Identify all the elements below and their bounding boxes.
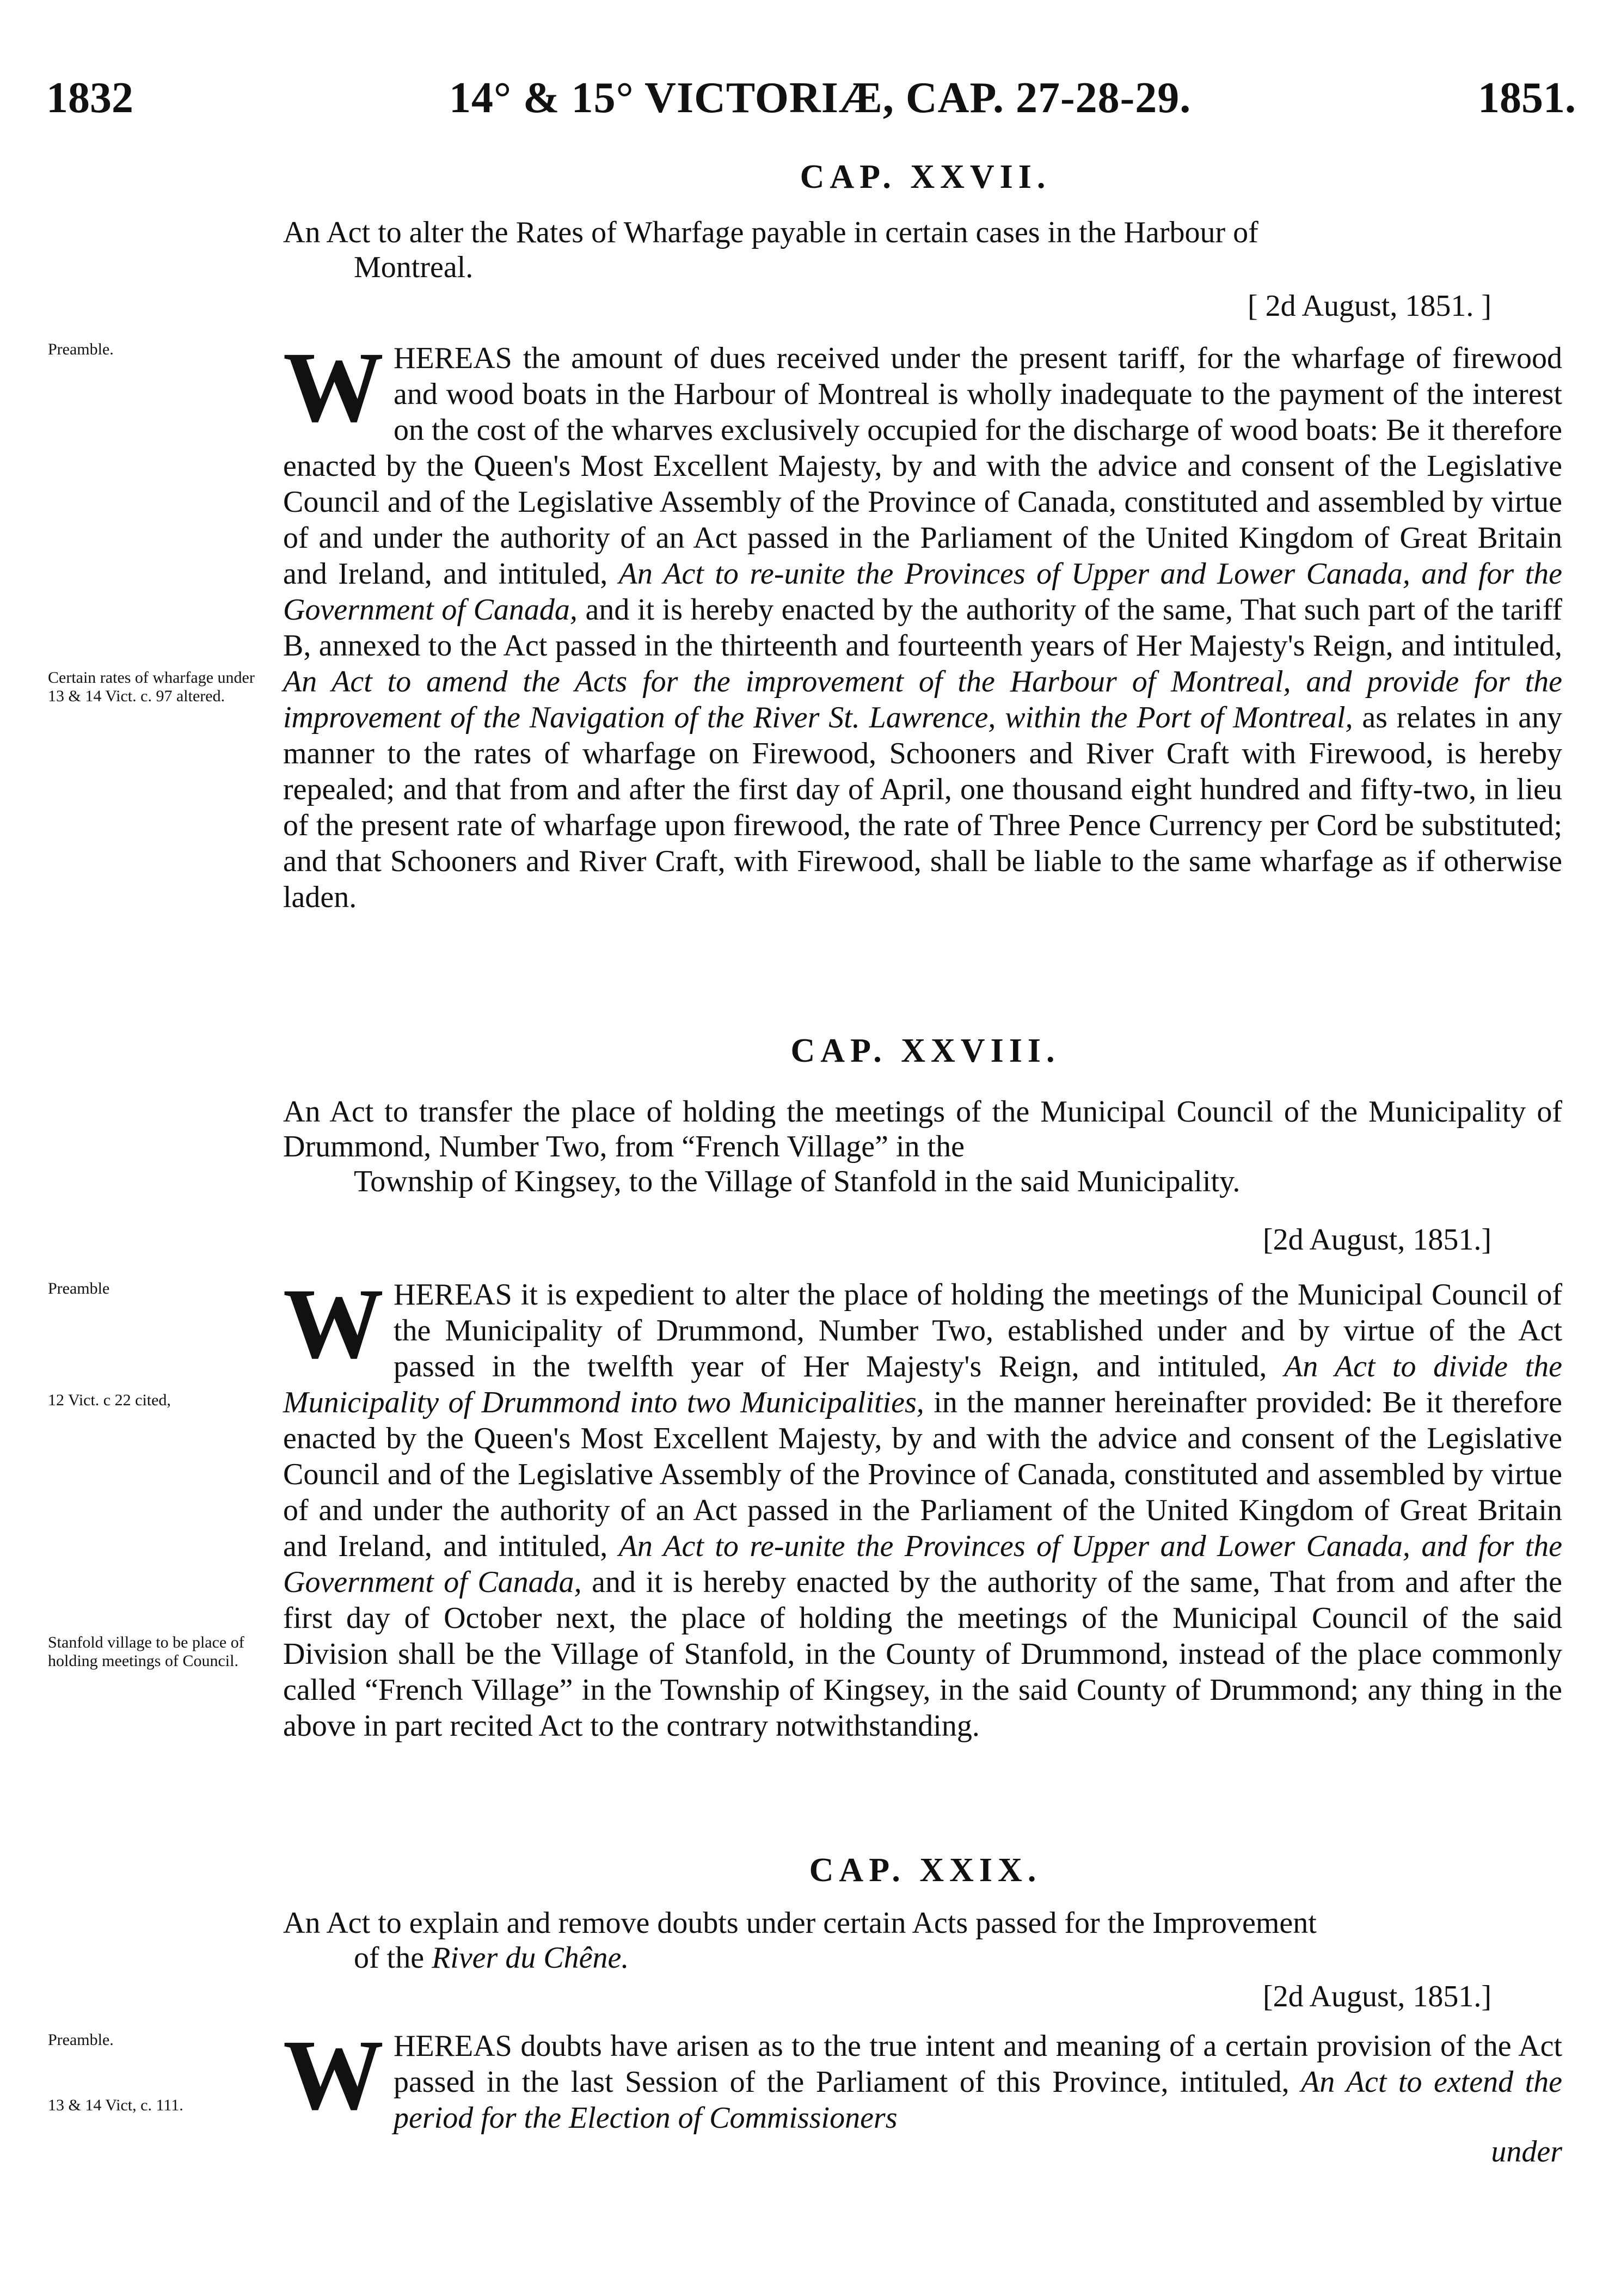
body-text: and it is hereby enacted by the authority of the same, That such part of the tariff B, annexed to the Act passed in the thirteenth and fourteenth years of Her Majesty's Reign, and intituled, xyxy=(283,593,1562,663)
act-title-line2: Montreal. xyxy=(354,250,474,284)
margin-note-preamble-27: Preamble. xyxy=(48,340,114,358)
drop-cap: W xyxy=(283,332,384,443)
margin-note-stanfold: Stanfold village to be place of holding meetings of Council. xyxy=(48,1633,244,1670)
river-name: River du Chêne. xyxy=(432,1941,629,1975)
act-body-27 xyxy=(283,332,1563,915)
body-text: HEREAS doubts have arisen as to the true intent and meaning of a certain provision of the Act passed in the last Session of the Parliament of this Province, intituled, xyxy=(394,2029,1562,2099)
act-title-line1: An Act to transfer the place of holding the meetings of the Municipal Council of the Municipality of Drummond, Number Two, from “French Village” in the xyxy=(283,1095,1562,1164)
cited-act-title: An Act to re-unite the Provinces of Upper and Lower Canada, and for the Government of Canada, xyxy=(283,1529,1562,1599)
header-year: 1851. xyxy=(1478,74,1576,122)
chapter-heading-28: CAP. XXVIII. xyxy=(790,1032,1060,1069)
catchword: under xyxy=(1491,2135,1562,2169)
running-header xyxy=(46,63,1576,133)
act-title-28 xyxy=(283,1094,1562,1199)
body-text: as relates in any manner to the rates of wharfage on Firewood, Schooners and River Craft with Firewood, is hereby repealed; and that from and after the first day of April, one thousand eight hundred and fifty-two, in lieu of the present rate of wharfage upon firewood, the rate of Three Pence Currency per Cord be substituted; and that Schooners and River Craft, with Firewood, shall be liable to the same wharfage as if otherwise laden. xyxy=(283,701,1563,914)
cited-act-title: An Act to re-unite the Provinces of Upper and Lower Canada, and for the Government of Canada, xyxy=(283,557,1562,627)
cited-act-title: An Act to extend the period for the Election of Commissioners xyxy=(394,2065,1562,2135)
act-body-28 xyxy=(283,1268,1563,1744)
margin-note-cited-act-29: 13 & 14 Vict, c. 111. xyxy=(48,2096,183,2114)
margin-note-preamble-29: Preamble. xyxy=(48,2031,114,2049)
margin-note-rates-altered: Certain rates of wharfage under 13 & 14 Vict. c. 97 altered. xyxy=(48,669,255,705)
act-date-28: [2d August, 1851.] xyxy=(1263,1223,1491,1257)
page-number: 1832 xyxy=(46,74,133,122)
cited-act-title: An Act to divide the Municipality of Drummond into two Municipalities, xyxy=(283,1350,1562,1419)
act-title-line2 xyxy=(283,1940,1562,1975)
running-title: 14° & 15° VICTORIÆ, CAP. 27-28-29. xyxy=(449,74,1192,122)
margin-note-preamble-28: Preamble xyxy=(48,1279,110,1297)
chapter-heading-29: CAP. XXIX. xyxy=(809,1852,1042,1889)
body-text: and it is hereby enacted by the authority of the same, That from and after the first day of October next, the place of holding the meetings of the Municipal Council of the said Division shall be the Village of Stanfold, in the County of Drummond, instead of the place commonly called “French Village” in the Township of Kingsey, in the said County of Drummond; any thing in the above in part recited Act to the contrary notwithstanding. xyxy=(283,1565,1562,1743)
drop-cap: W xyxy=(283,1268,384,1380)
body-text: HEREAS the amount of dues received under the present tariff, for the wharfage of firewood and wood boats in the Harbour of Montreal is wholly inadequate to the payment of the interest on the cost of the wharves exclusively occupied for the discharge of wood boats: Be it therefore enacted by the Queen's Most Excellent Majesty, by and with the advice and consent of the Legislative Council and of the Legislative Assembly of the Province of Canada, constituted and assembled by virtue of and under the authority of an Act passed in the Parliament of the United Kingdom of Great Britain and Ireland, and intituled, xyxy=(283,341,1562,591)
act-title-27 xyxy=(283,215,1562,285)
body-text: HEREAS it is expedient to alter the place of holding the meetings of the Municipal Council of the Municipality of Drummond, Number Two, established under and by virtue of the Act passed in the twelfth year of Her Majesty's Reign, and intituled, xyxy=(394,1278,1562,1383)
act-title-line2: Township of Kingsey, to the Village of Stanfold in the said Municipality. xyxy=(354,1165,1241,1198)
body-text: in the manner hereinafter provided: Be it therefore enacted by the Queen's Most Excellent Majesty, by and with the advice and consent of the Legislative Council and of the Legislative Assembly of the Province of Canada, constituted and assembled by virtue of and under the authority of an Act passed in the Parliament of the United Kingdom of Great Britain and Ireland, and intituled, xyxy=(283,1386,1563,1563)
act-title-line1: An Act to explain and remove doubts under certain Acts passed for the Improvement xyxy=(283,1906,1317,1940)
act-date-29: [2d August, 1851.] xyxy=(1263,1980,1491,2013)
margin-note-cited-act: 12 Vict. c 22 cited, xyxy=(48,1391,171,1409)
act-title-prefix: of the xyxy=(354,1941,432,1975)
cited-act-title: An Act to amend the Acts for the improvement of the Harbour of Montreal, and provide for the improvement of the Navigation of the River St. Lawrence, within the Port of Montreal, xyxy=(283,665,1562,734)
act-title-line1: An Act to alter the Rates of Wharfage payable in certain cases in the Harbour of xyxy=(283,216,1258,249)
act-date-27: [ 2d August, 1851. ] xyxy=(1248,289,1491,323)
act-title-29 xyxy=(283,1906,1562,1975)
chapter-heading-27: CAP. XXVII. xyxy=(800,158,1051,195)
act-body-29 xyxy=(283,2019,1562,2136)
drop-cap: W xyxy=(283,2019,384,2131)
